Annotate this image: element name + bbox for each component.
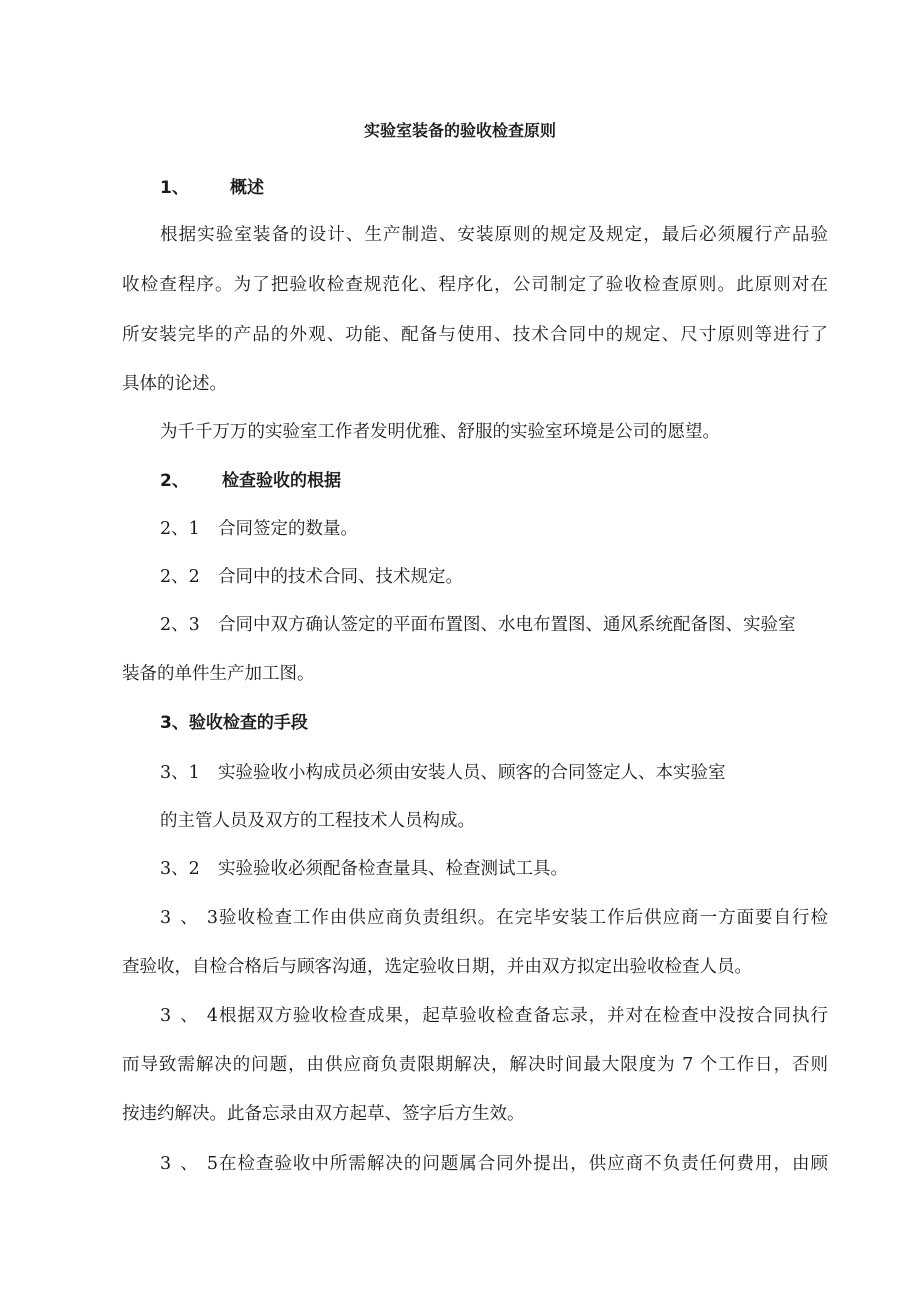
item-text: 在检查验收中所需解决的问题属合同外提出，供应商不负责任何费用，由顾 [218, 1154, 828, 1174]
item-number: 3、3 [160, 908, 218, 928]
item-text: 根据双方验收检查成果，起草验收检查备忘录，并对在检查中没按合同执行 [218, 1006, 828, 1026]
list-item [160, 1004, 828, 1028]
item-number: 2、1 [160, 519, 200, 539]
item-text: 合同签定的数量。 [218, 519, 358, 539]
section-3-heading: 3、验收检查的手段 [160, 713, 308, 733]
list-item [160, 613, 796, 637]
item-number: 3、5 [160, 1154, 218, 1174]
section-2-heading [160, 469, 341, 493]
list-item-continuation: 查验收，自检合格后与顾客沟通，选定验收日期，并由双方拟定出验收检查人员。 [122, 957, 752, 977]
item-number: 2、3 [160, 615, 200, 635]
paragraph-line: 根据实验室装备的设计、生产制造、安装原则的规定及规定，最后必须履行产品验 [160, 225, 828, 245]
section-title: 检查验收的根据 [222, 471, 341, 491]
list-item-continuation: 的主管人员及双方的工程技术人员构成。 [160, 811, 475, 831]
list-item [160, 906, 828, 930]
item-text: 实验验收必须配备检查量具、检查测试工具。 [218, 859, 568, 879]
section-number: 1、 [160, 178, 189, 198]
paragraph-line: 收检查程序。为了把验收检查规范化、程序化，公司制定了验收检查原则。此原则对在 [122, 275, 828, 295]
item-text: 验收检查工作由供应商负责组织。在完毕安装工作后供应商一方面要自行检 [218, 908, 828, 928]
item-text: 合同中双方确认签定的平面布置图、水电布置图、通风系统配备图、实验室 [218, 615, 796, 635]
item-text: 实验验收小构成员必须由安装人员、顾客的合同签定人、本实验室 [218, 763, 726, 783]
item-number: 2、2 [160, 567, 200, 587]
list-item-continuation: 按违约解决。此备忘录由双方起草、签字后方生效。 [122, 1104, 525, 1124]
list-item [160, 565, 463, 589]
item-number: 3、4 [160, 1006, 218, 1026]
paragraph-line: 为千千万万的实验室工作者发明优雅、舒服的实验室环境是公司的愿望。 [160, 422, 720, 442]
item-number: 3、2 [160, 859, 200, 879]
section-number: 2、 [160, 471, 189, 491]
section-1-heading [160, 176, 264, 200]
list-item [160, 517, 358, 541]
paragraph-line: 所安装完毕的产品的外观、功能、配备与使用、技术合同中的规定、尺寸原则等进行了 [122, 325, 828, 345]
list-item [160, 1152, 828, 1176]
section-title: 概述 [230, 178, 264, 198]
item-text: 合同中的技术合同、技术规定。 [218, 567, 463, 587]
list-item [160, 761, 726, 785]
paragraph-line: 具体的论述。 [122, 374, 227, 394]
item-number: 3、1 [160, 763, 200, 783]
list-item-continuation: 而导致需解决的问题，由供应商负责限期解决，解决时间最大限度为 7 个工作日，否则 [122, 1055, 828, 1075]
document-title: 实验室装备的验收检查原则 [363, 121, 556, 140]
list-item [160, 857, 568, 881]
list-item-continuation: 装备的单件生产加工图。 [122, 664, 315, 684]
